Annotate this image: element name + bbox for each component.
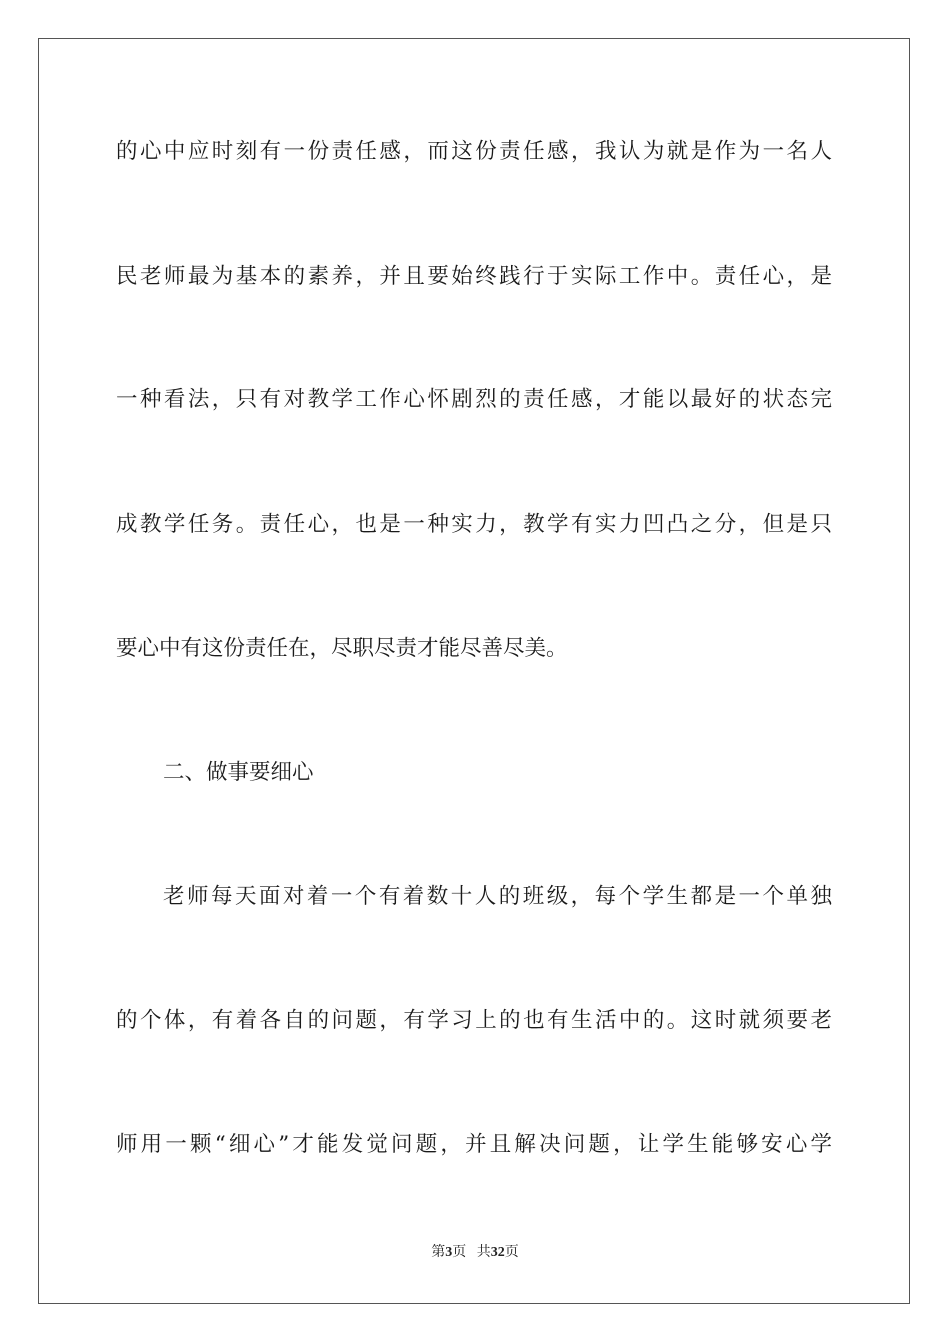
total-pages-suffix: 页: [504, 1245, 519, 1260]
body-text-line: 成教学任务。责任心，也是一种实力，教学有实力凹凸之分，但是只: [116, 512, 832, 537]
page-border: [38, 38, 910, 1304]
page-footer: [0, 1243, 950, 1263]
body-text-line: 要心中有这份责任在，尽职尽责才能尽善尽美。: [116, 636, 568, 661]
body-text-line: 一种看法，只有对教学工作心怀剧烈的责任感，才能以最好的状态完: [116, 387, 832, 412]
page-number-suffix: 页: [452, 1245, 467, 1260]
total-pages-prefix: 共: [476, 1245, 491, 1260]
total-pages: 32: [490, 1245, 505, 1260]
body-text-line: 民老师最为基本的素养，并且要始终践行于实际工作中。责任心，是: [116, 264, 832, 289]
section-heading: 二、做事要细心: [163, 760, 314, 785]
page-number: 3: [445, 1245, 453, 1260]
body-text-line: 老师每天面对着一个有着数十人的班级，每个学生都是一个单独: [163, 884, 832, 909]
page-number-prefix: 第: [431, 1245, 446, 1260]
body-text-line: 的心中应时刻有一份责任感，而这份责任感，我认为就是作为一名人: [116, 139, 832, 164]
body-text-line: 师用一颗“细心”才能发觉问题，并且解决问题，让学生能够安心学: [116, 1132, 832, 1157]
body-text-line: 的个体，有着各自的问题，有学习上的也有生活中的。这时就须要老: [116, 1008, 832, 1033]
